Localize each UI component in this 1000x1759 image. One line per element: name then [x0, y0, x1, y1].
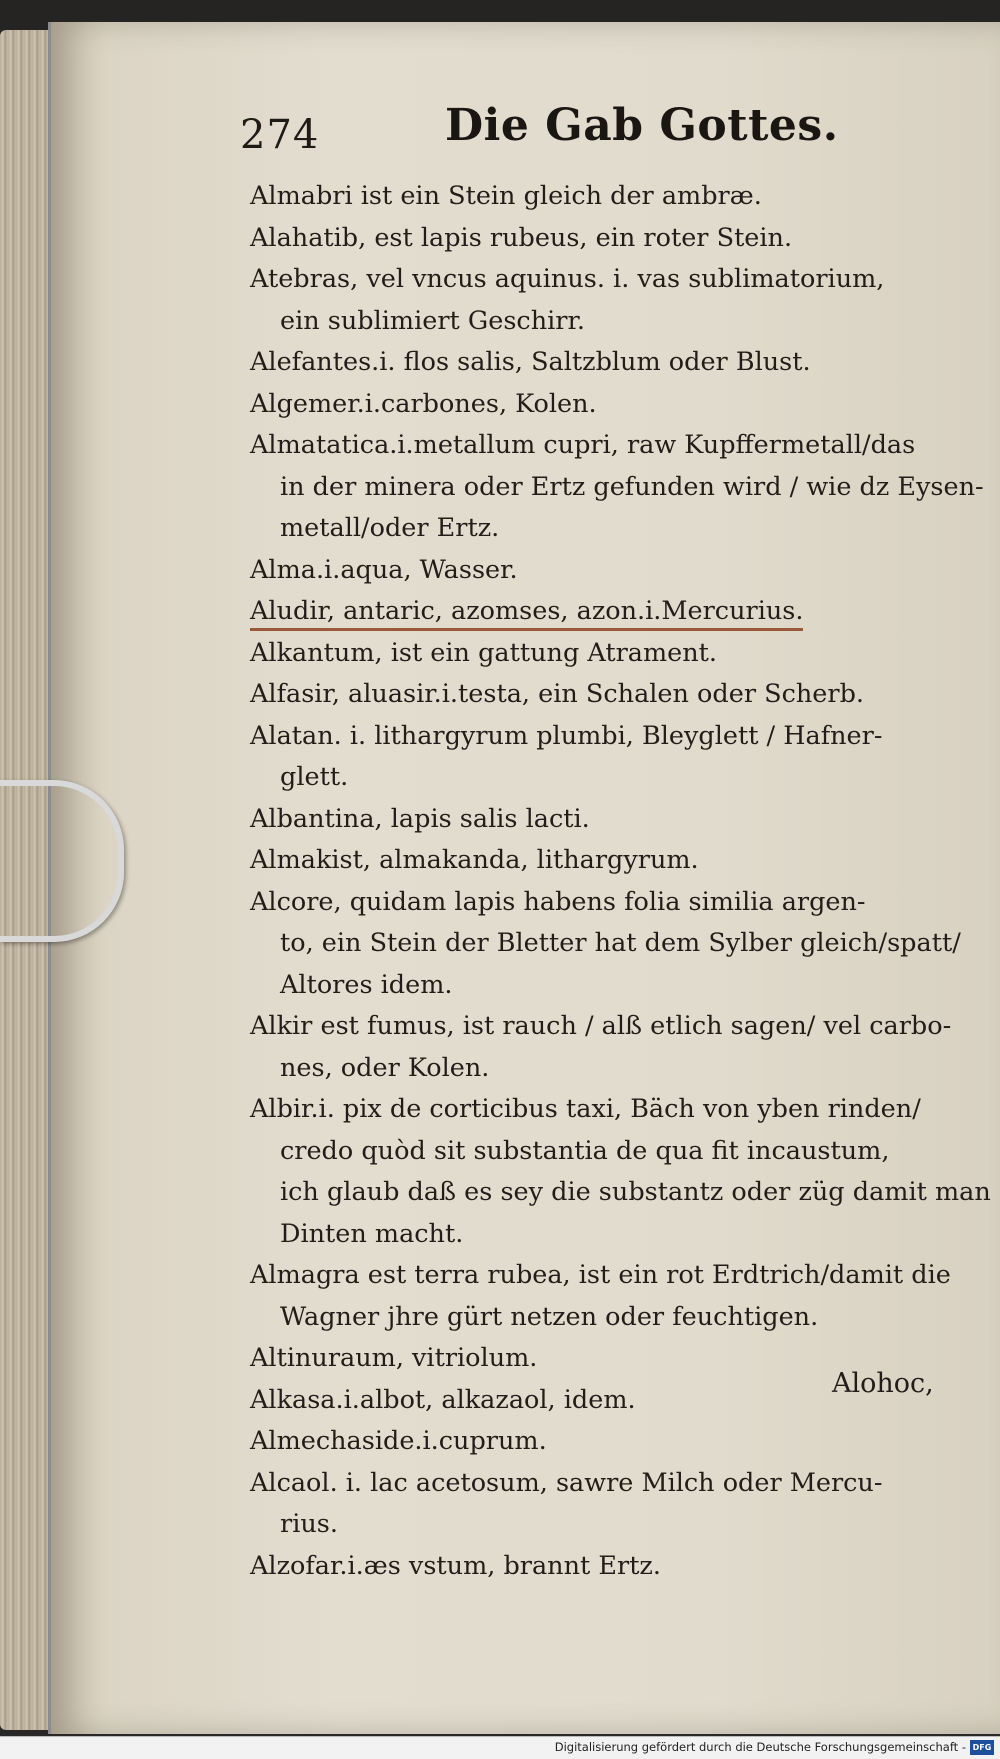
entry-continuation: ich glaub daß es sey die substantz oder züg damit man — [280, 1177, 991, 1207]
entry-continuation: credo quòd sit substantia de qua fit incaustum, — [280, 1135, 890, 1166]
page-number: 274 — [240, 112, 320, 158]
glossary-entry — [250, 1089, 991, 1255]
glossary-entry — [250, 674, 940, 716]
glossary-entry — [250, 633, 940, 675]
digitization-footer — [0, 1736, 1000, 1759]
page-header — [240, 100, 940, 160]
dfg-logo[interactable]: DFG — [970, 1740, 994, 1755]
entry-continuation: metall/oder Ertz. — [280, 513, 500, 543]
entry-continuation: rius. — [280, 1509, 338, 1539]
entry-line: Alzofar.i.æs vstum, brannt Ertz. — [250, 1550, 661, 1581]
entry-line: Almechaside.i.cuprum. — [250, 1426, 547, 1456]
glossary-entry — [250, 1255, 951, 1338]
glossary-entry — [250, 840, 940, 882]
entry-line: Alkasa.i.albot, alkazaol, idem. — [250, 1384, 636, 1415]
entry-continuation: to, ein Stein der Bletter hat dem Sylber gleich/spatt/ — [280, 928, 961, 958]
glossary-entry-highlighted — [250, 591, 940, 633]
entry-line: Alcaol. i. lac acetosum, sawre Milch oder Mercu- — [250, 1467, 883, 1498]
glossary-entry — [250, 1006, 952, 1089]
entry-line: Almatatica.i.metallum cupri, raw Kupffermetall/das — [250, 430, 916, 460]
glossary-entry — [250, 1463, 940, 1546]
glossary-entry — [250, 342, 940, 384]
glossary-entry — [250, 799, 940, 841]
entry-line: Altinuraum, vitriolum. — [250, 1343, 538, 1373]
glossary-entry — [250, 425, 984, 550]
entry-line-underlined: Aludir, antaric, azomses, azon.i.Mercurius. — [250, 596, 803, 631]
entry-continuation: Dinten macht. — [280, 1218, 464, 1249]
entry-line: Albir.i. pix de corticibus taxi, Bäch von yben rinden/ — [250, 1094, 921, 1124]
entry-line: Alefantes.i. flos salis, Saltzblum oder Blust. — [250, 347, 811, 377]
entry-continuation: Altores idem. — [280, 969, 453, 1000]
entry-line: Almagra est terra rubea, ist ein rot Erdtrich/damit die — [250, 1260, 951, 1290]
entry-continuation: ein sublimiert Geschirr. — [280, 305, 585, 336]
glossary-entry — [250, 176, 940, 218]
entry-line: Alatan. i. lithargyrum plumbi, Bleyglett / Hafner- — [250, 720, 883, 751]
entry-line: Alcore, quidam lapis habens folia similia argen- — [250, 886, 866, 917]
entry-continuation: nes, oder Kolen. — [280, 1052, 490, 1083]
footer-credit: Digitalisierung gefördert durch die Deutsche Forschungsgemeinschaft - — [554, 1740, 966, 1754]
entry-line: Almabri ist ein Stein gleich der ambræ. — [250, 181, 762, 211]
glossary-entry — [250, 1421, 940, 1463]
glossary-entry — [250, 550, 940, 592]
entry-line: Alfasir, aluasir.i.testa, ein Schalen oder Scherb. — [250, 679, 864, 709]
glossary-entry — [250, 882, 961, 1007]
entry-line: Almakist, almakanda, lithargyrum. — [250, 845, 699, 875]
glossary-entry — [250, 716, 940, 799]
entry-continuation: in der minera oder Ertz gefunden wird / wie dz Eysen- — [280, 471, 984, 502]
entry-line: Algemer.i.carbones, Kolen. — [250, 388, 597, 419]
entry-line: Atebras, vel vncus aquinus. i. vas sublimatorium, — [250, 264, 885, 294]
entry-line: Albantina, lapis salis lacti. — [250, 803, 590, 834]
glossary-entry — [250, 259, 940, 342]
page-clip — [0, 780, 124, 942]
entry-continuation: Wagner jhre gürt netzen oder feuchtigen. — [280, 1301, 819, 1332]
entry-line: Alma.i.aqua, Wasser. — [250, 554, 518, 585]
glossary-entry — [250, 1546, 940, 1588]
entry-continuation: glett. — [280, 762, 349, 792]
catchword: Alohoc, — [832, 1368, 934, 1399]
running-title: Die Gab Gottes. — [445, 100, 839, 151]
entry-line: Alkir est fumus, ist rauch / alß etlich sagen/ vel carbo- — [250, 1011, 952, 1041]
entry-line: Alkantum, ist ein gattung Atrament. — [250, 637, 718, 668]
glossary-entry — [250, 384, 940, 426]
glossary-entry — [250, 218, 940, 260]
entry-line: Alahatib, est lapis rubeus, ein roter Stein. — [250, 222, 793, 253]
